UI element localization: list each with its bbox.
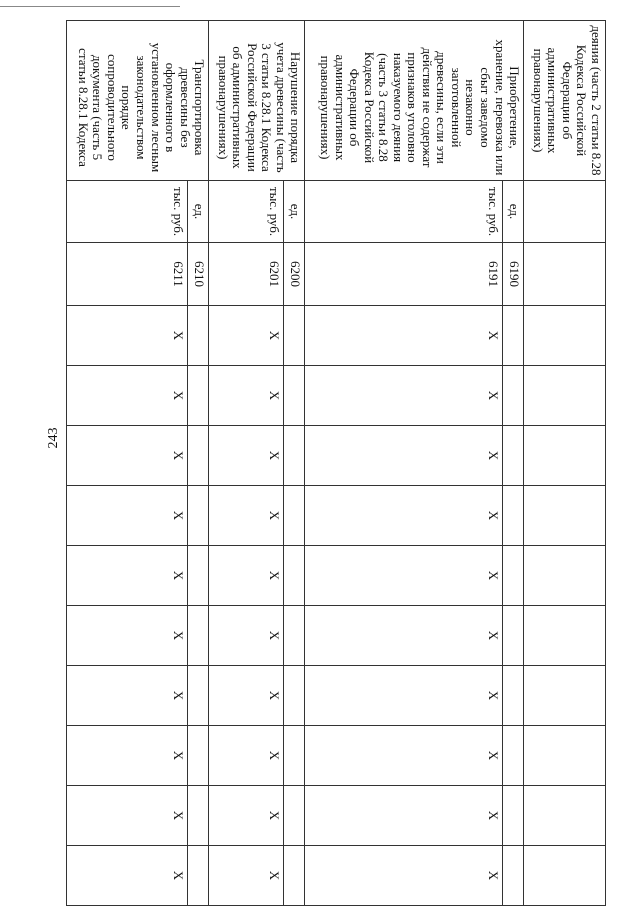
mark-cell: X [305, 546, 503, 606]
mark-cell: X [305, 726, 503, 786]
empty-cell [503, 726, 524, 786]
empty-cell [188, 546, 209, 606]
unit-cell: тыс. руб. [67, 181, 188, 243]
mark-cell [524, 426, 606, 486]
mark-cell: X [67, 486, 188, 546]
table-row-continuation [524, 21, 606, 906]
empty-cell [284, 306, 305, 366]
empty-cell [188, 486, 209, 546]
mark-cell [524, 366, 606, 426]
mark-cell: X [67, 426, 188, 486]
mark-cell: X [209, 846, 284, 906]
empty-cell [503, 546, 524, 606]
mark-cell [524, 846, 606, 906]
code-cell: 6211 [67, 243, 188, 306]
mark-cell: X [305, 666, 503, 726]
empty-cell [188, 786, 209, 846]
rotated-table-wrapper [66, 20, 606, 905]
mark-cell: X [67, 546, 188, 606]
table-row-header [284, 21, 305, 906]
unit-cell: тыс. руб. [209, 181, 284, 243]
mark-cell [524, 726, 606, 786]
mark-cell [524, 666, 606, 726]
empty-cell [503, 846, 524, 906]
empty-cell [503, 486, 524, 546]
mark-cell: X [209, 366, 284, 426]
mark-cell [524, 486, 606, 546]
empty-cell [284, 486, 305, 546]
mark-cell: X [305, 486, 503, 546]
empty-cell [284, 366, 305, 426]
statistics-table [66, 20, 606, 906]
empty-cell [503, 426, 524, 486]
mark-cell [524, 306, 606, 366]
empty-cell [284, 786, 305, 846]
unit-cell: ед. [503, 181, 524, 243]
empty-cell [503, 666, 524, 726]
row-label-text: Нарушение порядка учета древесины (часть 3 статьи 8.28.1 Кодекса Российской Федерации об административных правонарушениях) [215, 42, 304, 173]
empty-cell [284, 726, 305, 786]
empty-cell [503, 366, 524, 426]
mark-cell: X [67, 306, 188, 366]
empty-cell [188, 666, 209, 726]
empty-cell [284, 606, 305, 666]
table-row-header [503, 21, 524, 906]
mark-cell: X [305, 606, 503, 666]
mark-cell: X [67, 366, 188, 426]
empty-cell [284, 666, 305, 726]
mark-cell [524, 546, 606, 606]
empty-cell [503, 606, 524, 666]
empty-cell [284, 846, 305, 906]
top-edge-line [0, 6, 180, 7]
mark-cell: X [209, 666, 284, 726]
code-cell: 6201 [209, 243, 284, 306]
row-label [209, 21, 305, 181]
unit-cell: тыс. руб. [305, 181, 503, 243]
row-label [67, 21, 209, 181]
row-label [305, 21, 524, 181]
empty-cell [188, 726, 209, 786]
mark-cell: X [209, 726, 284, 786]
code-cell: 6190 [503, 243, 524, 306]
row-label-text: Транспортировка древесины без оформленного в установленном лесным законодательством порядке сопроводительного документа (часть 5 статьи 8.28.1 Кодекса [75, 42, 208, 173]
mark-cell: X [305, 426, 503, 486]
code-cell: 6191 [305, 243, 503, 306]
mark-cell: X [209, 606, 284, 666]
empty-cell [188, 306, 209, 366]
empty-cell [188, 366, 209, 426]
code-cell: 6210 [188, 243, 209, 306]
code-cell: 6200 [284, 243, 305, 306]
mark-cell: X [209, 486, 284, 546]
row-label: деяния (часть 2 статьи 8.28 Кодекса Российской Федерации об административных правонарушениях) [524, 21, 606, 181]
empty-cell [188, 426, 209, 486]
unit-cell [524, 181, 606, 243]
empty-cell [188, 846, 209, 906]
empty-cell [188, 606, 209, 666]
mark-cell: X [305, 366, 503, 426]
mark-cell: X [305, 306, 503, 366]
mark-cell: X [209, 786, 284, 846]
table-body [67, 21, 606, 906]
mark-cell: X [67, 846, 188, 906]
mark-cell: X [67, 666, 188, 726]
mark-cell: X [209, 426, 284, 486]
empty-cell [503, 786, 524, 846]
empty-cell [284, 546, 305, 606]
empty-cell [503, 306, 524, 366]
mark-cell: X [209, 306, 284, 366]
mark-cell: X [305, 786, 503, 846]
mark-cell [524, 606, 606, 666]
mark-cell: X [67, 786, 188, 846]
empty-cell [284, 426, 305, 486]
row-label-text: Приобретение, хранение, перевозка или сбыт заведомо незаконно заготовленной древесины, если эти действия не содержат признаков уголовно наказуемого деяния (часть 3 статьи 8.28 Кодекса Российской Федерации об административных правонарушениях) [317, 39, 523, 176]
code-cell [524, 243, 606, 306]
mark-cell: X [67, 606, 188, 666]
unit-cell: ед. [284, 181, 305, 243]
mark-cell [524, 786, 606, 846]
table-row-header [188, 21, 209, 906]
page-number: 243 [46, 427, 61, 449]
unit-cell: ед. [188, 181, 209, 243]
mark-cell: X [209, 546, 284, 606]
mark-cell: X [67, 726, 188, 786]
mark-cell: X [305, 846, 503, 906]
